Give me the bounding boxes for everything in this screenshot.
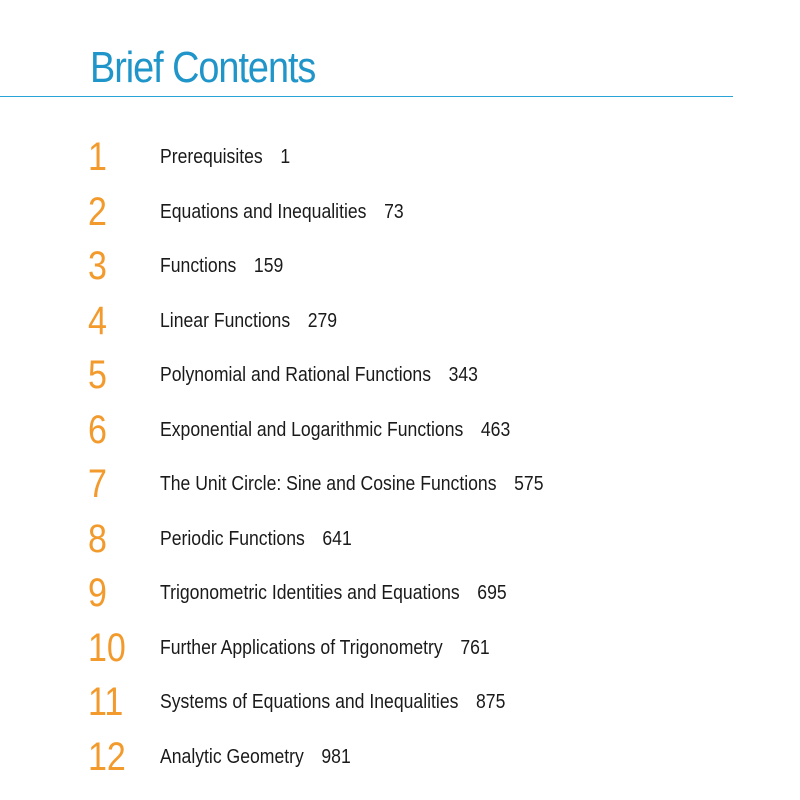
toc-entry[interactable]: [0, 185, 800, 239]
entry-text: [160, 130, 290, 184]
toc-entry[interactable]: [0, 403, 800, 457]
chapter-title: Analytic Geometry: [160, 745, 304, 768]
toc-entry[interactable]: [0, 512, 800, 566]
chapter-number: 10: [88, 625, 126, 670]
chapter-page-number: 1: [280, 146, 291, 168]
chapter-number: 11: [88, 680, 124, 724]
chapter-page-number: 875: [476, 691, 506, 713]
title-rule: [0, 96, 733, 97]
chapter-page-number: 641: [322, 527, 352, 550]
toc-entry[interactable]: [0, 239, 800, 293]
chapter-page-number: 463: [480, 418, 511, 441]
chapter-page-number: 279: [307, 309, 338, 332]
chapter-title: Prerequisites: [160, 146, 263, 168]
toc-entry[interactable]: [0, 730, 800, 784]
chapter-title: Further Applications of Trigonometry: [160, 636, 443, 659]
toc-entry[interactable]: [0, 457, 800, 511]
chapter-number: 3: [88, 244, 107, 288]
chapter-title: Trigonometric Identities and Equations: [160, 582, 460, 604]
toc-entry[interactable]: [0, 675, 800, 729]
entry-text: [160, 457, 543, 511]
chapter-number: 6: [88, 407, 107, 452]
chapter-number: 12: [88, 734, 126, 779]
chapter-title: Functions: [160, 255, 237, 277]
chapter-page-number: 343: [448, 364, 478, 386]
chapter-number: 7: [88, 462, 107, 506]
entry-text: [160, 566, 507, 620]
chapter-number: 8: [88, 516, 107, 561]
toc-entry[interactable]: [0, 294, 800, 348]
entry-text: [160, 239, 283, 293]
chapter-number: 4: [88, 298, 107, 343]
chapter-number: 5: [88, 353, 107, 397]
chapter-title: Linear Functions: [160, 309, 291, 332]
entry-text: [160, 403, 510, 457]
chapter-title: Systems of Equations and Inequalities: [160, 691, 459, 713]
toc-entry[interactable]: [0, 621, 800, 675]
entry-text: [160, 348, 478, 402]
chapter-page-number: 695: [477, 582, 507, 604]
chapter-title: Exponential and Logarithmic Functions: [160, 418, 464, 441]
entry-text: [160, 512, 352, 566]
chapter-page-number: 73: [384, 200, 404, 223]
chapter-page-number: 981: [321, 745, 351, 768]
chapter-page-number: 159: [253, 255, 284, 277]
chapter-number: 2: [88, 189, 107, 234]
chapter-title: The Unit Circle: Sine and Cosine Functions: [160, 473, 497, 495]
entry-text: [160, 621, 490, 675]
toc-entry[interactable]: [0, 130, 800, 184]
chapter-title: Periodic Functions: [160, 527, 305, 550]
entry-text: [160, 185, 404, 239]
toc-entry[interactable]: [0, 566, 800, 620]
chapter-number: 9: [88, 571, 107, 615]
chapter-page-number: 575: [514, 473, 544, 495]
toc-entry[interactable]: [0, 348, 800, 402]
entry-text: [160, 294, 337, 348]
chapter-title: Polynomial and Rational Functions: [160, 364, 431, 386]
entry-text: [160, 730, 351, 784]
entry-text: [160, 675, 505, 729]
page-title: Brief Contents: [90, 43, 316, 92]
chapter-number: 1: [88, 135, 107, 179]
chapter-page-number: 761: [460, 636, 490, 659]
chapter-title: Equations and Inequalities: [160, 200, 367, 223]
